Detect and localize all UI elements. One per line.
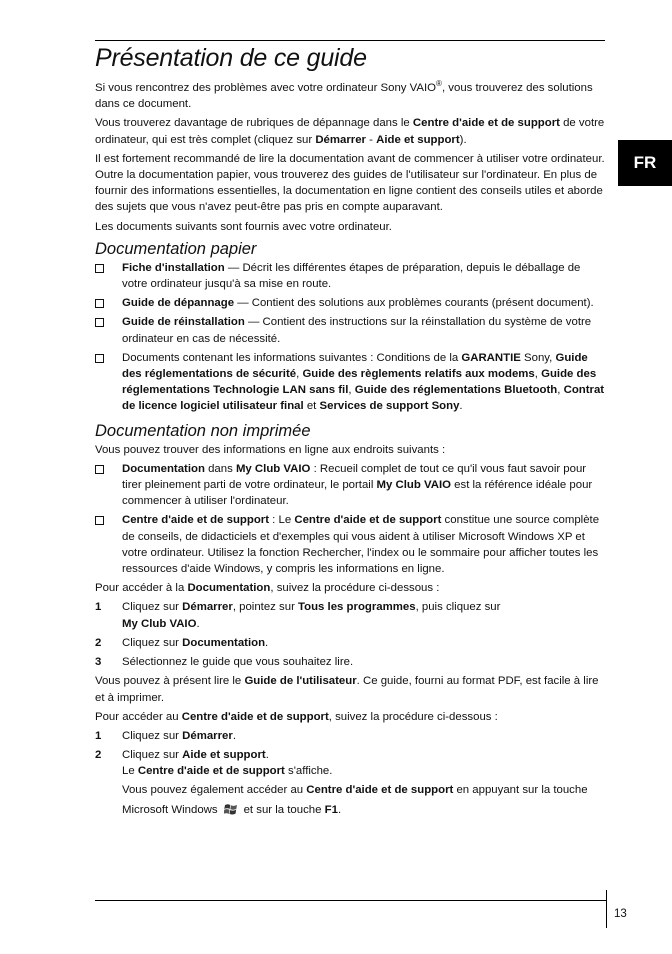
intro-paragraph-2: Vous trouverez davantage de rubriques de dépannage dans le Centre d'aide et de support de votre ordinateur, qui est très complet (cliquez sur Démarrer - Aide et support). [95,117,605,146]
list-item: Fiche d'installation — Décrit les différentes étapes de préparation, depuis le déballage de votre ordinateur jusqu'à sa mise en route. [95,260,607,292]
list-item: Documentation dans My Club VAIO : Recueil complet de tout ce qu'il vous faut savoir pour tirer pleinement parti de votre ordinateur, le portail My Club VAIO est la référence idéale pour commencer à utiliser l'ordinateur. [95,461,607,510]
section-heading-paper: Documentation papier [95,239,257,258]
page-number-divider [606,890,607,928]
step-number: 2 [95,636,102,649]
step-number: 2 [95,749,102,762]
step-number: 1 [95,601,102,614]
page-content [95,42,607,824]
nonprint-intro: Vous pouvez trouver des informations en ligne aux endroits suivants : [95,443,446,456]
step-number: 3 [95,656,102,669]
procedure-step: 1 Cliquez sur Démarrer. [95,728,607,744]
language-tab-label: FR [633,152,657,172]
procedure-step: 1 Cliquez sur Démarrer, pointez sur Tous les programmes, puis cliquez sur My Club VAIO. [95,599,607,631]
intro-paragraph-4: Les documents suivants sont fournis avec votre ordinateur. [95,220,392,233]
procedure-step: 3 Sélectionnez le guide que vous souhaitez lire. [95,654,607,670]
language-tab [618,140,672,186]
registered-mark: ® [436,79,442,89]
checkbox-square-icon [95,354,104,363]
access-documentation-paragraph: Pour accéder à la Documentation, suivez la procédure ci-dessous : [95,582,440,595]
procedure-step: 2 Cliquez sur Aide et support. Le Centre d'aide et de support s'affiche. Vous pouvez également accéder au Centre d'aide et de support en appuyant sur la touche Microsoft Windows et sur la touche F1. [95,747,607,821]
bottom-rule [95,900,606,901]
checkbox-square-icon [95,299,104,308]
page-title: Présentation de ce guide [95,44,367,72]
step-number: 1 [95,729,102,742]
checkbox-square-icon [95,516,104,525]
list-item: Centre d'aide et de support : Le Centre d'aide et de support constitue une source complète de conseils, de didacticiels et d'exemples qui vous aident à utiliser Microsoft Windows XP et votre ordinateur. Utilisez la fonction Rechercher, l'index ou le sommaire pour afficher toutes les ressources d'aide Windows, y compris les informations en ligne. [95,512,607,577]
list-item: Guide de dépannage — Contient des solutions aux problèmes courants (présent document). [95,295,607,311]
procedure-step: 2 Cliquez sur Documentation. [95,635,607,651]
checkbox-square-icon [95,318,104,327]
read-guide-paragraph: Vous pouvez à présent lire le Guide de l'utilisateur. Ce guide, fourni au format PDF, est facile à lire et à imprimer. [95,675,599,704]
intro-paragraph-1: Si vous rencontrez des problèmes avec votre ordinateur Sony VAIO®, vous trouverez des solutions dans ce document. [95,79,593,111]
access-help-paragraph: Pour accéder au Centre d'aide et de support, suivez la procédure ci-dessous : [95,710,498,723]
intro-paragraph-3: Il est fortement recommandé de lire la documentation avant de commencer à utiliser votre ordinateur. Outre la documentation papier, vous trouverez des guides de l'utilisateur sur l'ordinateur. En plus de fournir des informations essentielles, la documentation en ligne contient des conseils utiles et aborde des sujets que vous n'avez peut-être pas pris en compte auparavant. [95,152,605,214]
checkbox-square-icon [95,264,104,273]
windows-logo-icon [224,803,238,821]
list-item: Documents contenant les informations suivantes : Conditions de la GARANTIE Sony, Guide des réglementations de sécurité, Guide des règlements relatifs aux modems, Guide des réglementations Technologie LAN sans fil, Guide des réglementations Bluetooth, Contrat de licence logiciel utilisateur final et Services de support Sony. [95,350,607,415]
page-number: 13 [614,908,627,920]
section-heading-nonprint: Documentation non imprimée [95,421,311,440]
top-rule [95,40,605,41]
checkbox-square-icon [95,465,104,474]
list-item: Guide de réinstallation — Contient des instructions sur la réinstallation du système de votre ordinateur en cas de nécessité. [95,314,607,346]
